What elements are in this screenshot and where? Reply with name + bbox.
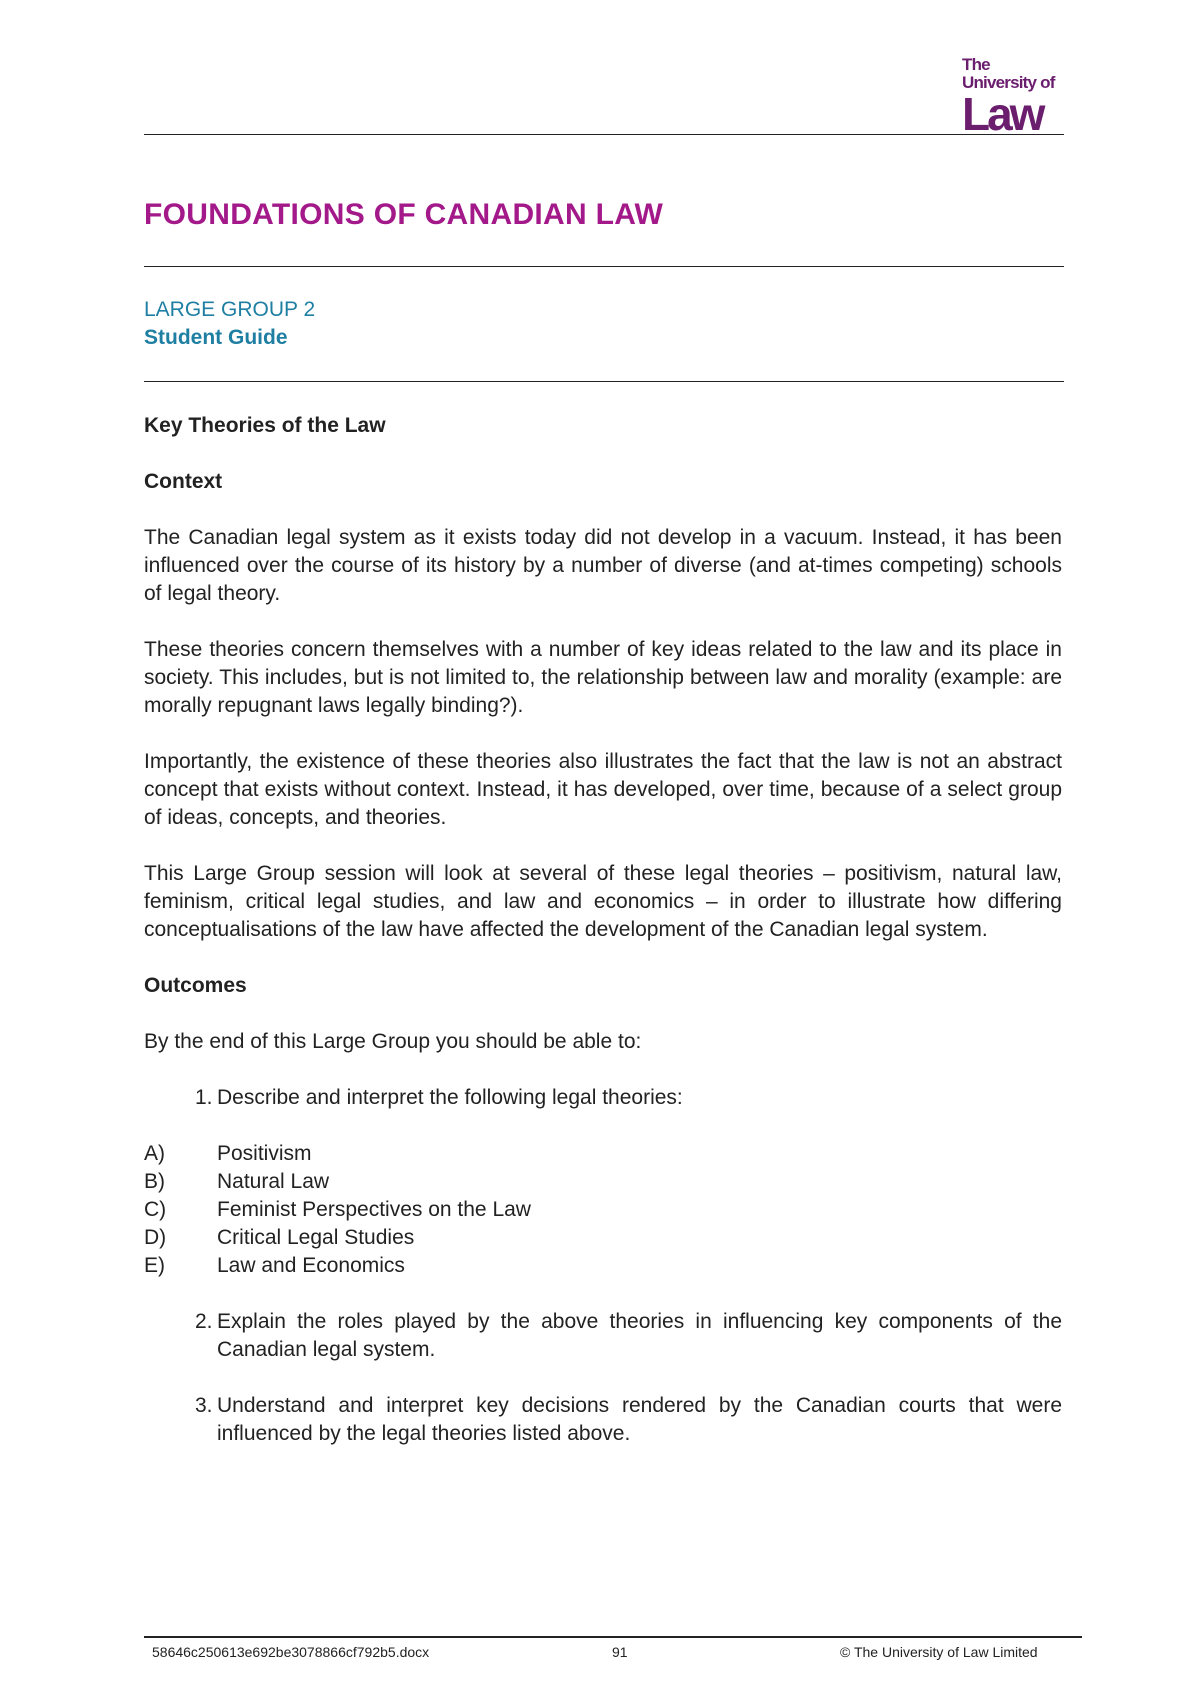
logo-line-1: The	[962, 55, 990, 74]
title-rule	[144, 266, 1064, 267]
outcomes-intro: By the end of this Large Group you should be able to:	[144, 1030, 642, 1053]
outcome-item	[144, 1084, 1062, 1112]
theory-text: Law and Economics	[217, 1254, 405, 1277]
subheading	[144, 296, 315, 352]
outcome-text: Describe and interpret the following legal theories:	[217, 1086, 683, 1109]
theory-text: Critical Legal Studies	[217, 1226, 415, 1249]
outcome-number: 2.	[195, 1310, 213, 1333]
theory-item	[144, 1252, 1062, 1280]
university-logo	[962, 55, 1068, 140]
context-paragraph: The Canadian legal system as it exists today did not develop in a vacuum. Instead, it has been influenced over the course of its history by a number of diverse (and at-times competing) schools of legal theory.	[144, 526, 1062, 605]
logo-line-3: Law	[962, 88, 1043, 140]
subheading-rule	[144, 381, 1064, 382]
topic-heading: Key Theories of the Law	[144, 414, 386, 437]
logo-line-2: University of	[962, 73, 1055, 92]
subheading-line-1: LARGE GROUP 2	[144, 298, 316, 321]
theory-item	[144, 1140, 1062, 1168]
theory-item	[144, 1224, 1062, 1252]
subheading-line-2: Student Guide	[144, 326, 288, 349]
context-heading: Context	[144, 470, 223, 493]
footer-page-number: 91	[612, 1644, 628, 1660]
context-paragraph: These theories concern themselves with a number of key ideas related to the law and its place in society. This includes, but is not limited to, the relationship between law and morality (example: are morally repugnant laws legally binding?).	[144, 638, 1062, 717]
footer-copyright: © The University of Law Limited	[840, 1644, 1038, 1660]
outcome-item	[144, 1308, 1062, 1364]
theory-text: Feminist Perspectives on the Law	[217, 1198, 531, 1221]
theory-letter: D)	[144, 1226, 167, 1249]
document-body	[144, 412, 1062, 1448]
theory-letter: A)	[144, 1142, 165, 1165]
outcome-text: Explain the roles played by the above theories in influencing key components of the Canadian legal system.	[217, 1310, 1062, 1361]
footer-filename: 58646c250613e692be3078866cf792b5.docx	[152, 1644, 430, 1660]
outcomes-heading: Outcomes	[144, 974, 247, 997]
outcome-number: 1.	[195, 1086, 213, 1109]
outcome-text: Understand and interpret key decisions rendered by the Canadian courts that were influenced by the legal theories listed above.	[217, 1394, 1062, 1445]
footer-rule	[144, 1636, 1082, 1638]
outcome-item	[144, 1392, 1062, 1448]
theory-item	[144, 1168, 1062, 1196]
header-rule	[144, 134, 1064, 135]
theory-item	[144, 1196, 1062, 1224]
theory-letter: E)	[144, 1254, 165, 1277]
theory-text: Natural Law	[217, 1170, 330, 1193]
outcome-number: 3.	[195, 1394, 213, 1417]
theory-letter: B)	[144, 1170, 165, 1193]
context-paragraph: This Large Group session will look at several of these legal theories – positivism, natural law, feminism, critical legal studies, and law and economics – in order to illustrate how differing conceptualisations of the law have affected the development of the Canadian legal system.	[144, 862, 1062, 941]
theory-text: Positivism	[217, 1142, 312, 1165]
theory-letter: C)	[144, 1198, 167, 1221]
document-title: FOUNDATIONS OF CANADIAN LAW	[144, 198, 664, 231]
context-paragraph: Importantly, the existence of these theories also illustrates the fact that the law is not an abstract concept that exists without context. Instead, it has developed, over time, because of a select group of ideas, concepts, and theories.	[144, 750, 1062, 829]
